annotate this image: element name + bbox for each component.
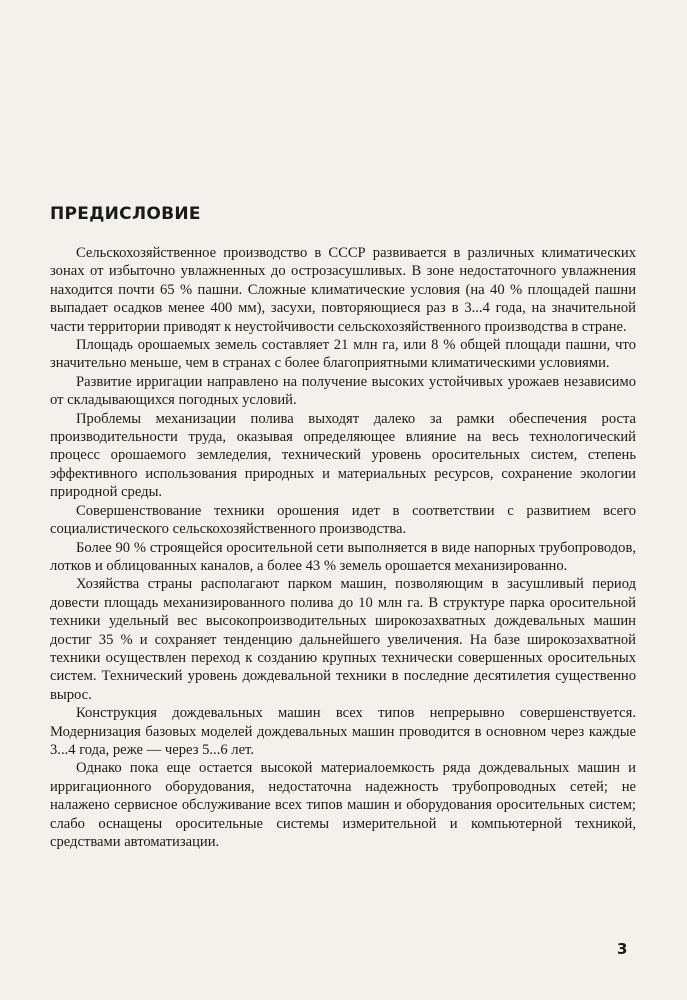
page-number: 3: [617, 940, 628, 958]
paragraph-4: Проблемы механизации полива выходят далеко за рамки обеспечения роста производительности труда, оказывая определяющее влияние на весь технологический процесс орошаемого земледелия, технический уровень оросительных систем, степень эффективного использования природных и материальных ресурсов, сохранение экологии природной среды.: [50, 410, 636, 501]
paragraph-7: Хозяйства страны располагают парком машин, позволяющим в засушливый период довести площадь механизированного полива до 10 млн га. В структуре парка оросительной техники удельный вес высокопроизводительных широкозахватных дождевальных машин достиг 35 % и сохраняет тенденцию дальнейшего увеличения. На базе широкозахватной техники осуществлен переход к созданию крупных технически совершенных оросительных систем. Технический уровень дождевальной техники в последние десятилетия существенно вырос.: [50, 576, 636, 703]
paragraph-2: Площадь орошаемых земель составляет 21 млн га, или 8 % общей площади пашни, что значительно меньше, чем в странах с более благоприятными климатическими условиями.: [50, 337, 636, 372]
paragraph-8: Конструкция дождевальных машин всех типов непрерывно совершенствуется. Модернизация базовых моделей дождевальных машин проводится в основном через каждые 3...4 года, реже — через 5...6 лет.: [50, 705, 636, 758]
paragraph-5: Совершенствование техники орошения идет в соответствии с развитием всего социалистического сельскохозяйственного производства.: [50, 502, 636, 538]
paragraph-6: Более 90 % строящейся оросительной сети выполняется в виде напорных трубопроводов, лотков и облицованных каналов, а более 43 % земель орошается механизированно.: [50, 539, 636, 574]
paragraph-1: Сельскохозяйственное производство в СССР развивается в различных климатических зонах от избыточно увлажненных до острозасушливых. В зоне недостаточного увлажнения находится почти 65 % пашни. Сложные климатические условия (на 40 % площадей пашни выпадает осадков менее 400 мм), засухи, повторяющиеся раз в 3...4 года, на значительной части территории приводят к неустойчивости сельскохозяйственного производства в стране.: [50, 245, 636, 335]
page-content: [50, 203, 636, 851]
paragraph-3: Развитие ирригации направлено на получение высоких устойчивых урожаев независимо от складывающихся погодных условий.: [50, 373, 636, 409]
section-heading: ПРЕДИСЛОВИЕ: [50, 204, 201, 224]
paragraph-9: Однако пока еще остается высокой материалоемкость ряда дождевальных машин и ирригационного оборудования, недостаточна надежность трубопроводных сетей; не налажено сервисное обслуживание всех типов машин и оборудования оросительных систем; слабо оснащены оросительные системы измерительной и компьютерной техникой, средствами автоматизации.: [50, 760, 636, 850]
